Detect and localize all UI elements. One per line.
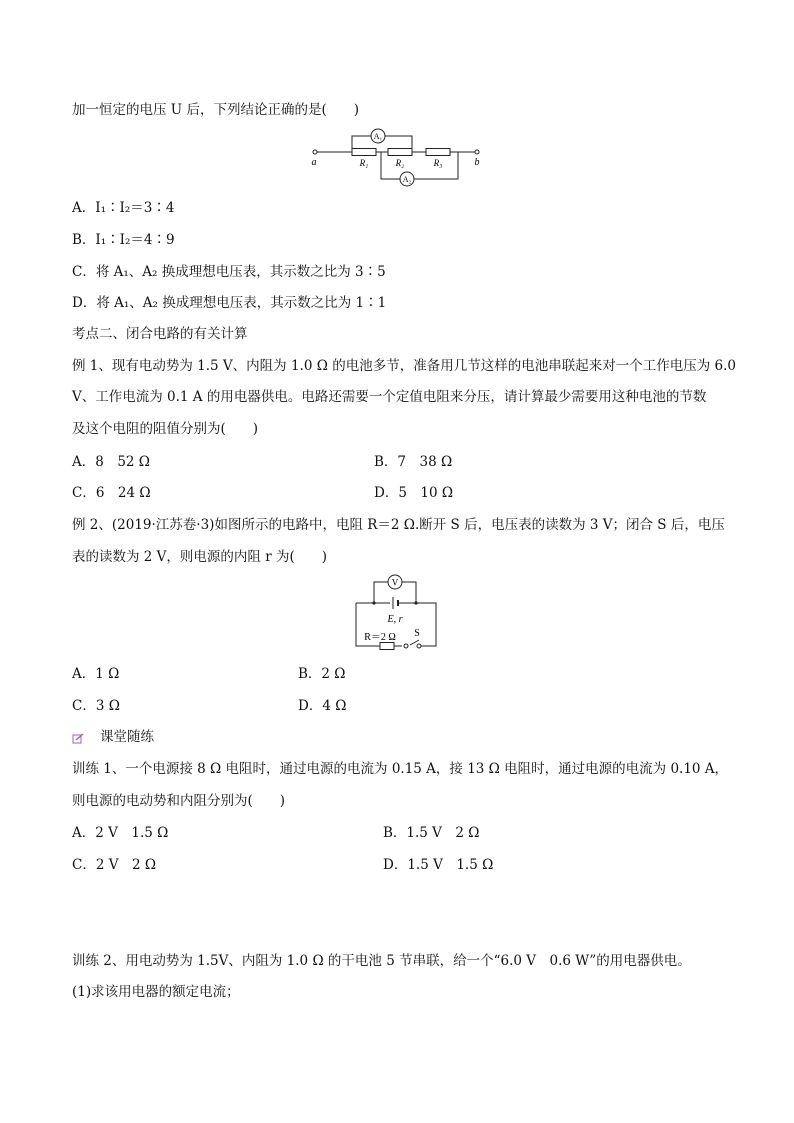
a2-label: A₂ [402, 175, 412, 184]
resistor-r2 [388, 149, 412, 156]
example1-option-c: C．6 24 Ω [72, 485, 151, 501]
checkbox-pencil-icon [72, 733, 84, 745]
option-b: B．I₁∶I₂＝4∶9 [72, 232, 175, 248]
example1-option-a: A．8 52 Ω [72, 454, 151, 470]
example1-option-b: B．7 38 Ω [374, 454, 453, 470]
training2-line1: 训练 2、用电动势为 1.5V、内阻为 1.0 Ω 的干电池 5 节串联，给一个“6.0 V 0.6 W”的用电器供电。 [72, 953, 691, 969]
terminal-a-label: a [311, 157, 317, 168]
question-intro: 加一恒定的电压 U 后，下列结论正确的是( ) [72, 102, 359, 118]
a1-label: A₁ [373, 132, 383, 141]
option-a: A．I₁∶I₂＝3∶4 [72, 200, 175, 216]
example2-line1: 例 2、(2019·江苏卷·3)如图所示的电路中，电阻 R＝2 Ω.断开 S 后，电压表的读数为 3 V；闭合 S 后，电压 [72, 517, 725, 533]
example1-line3: 及这个电阻的阻值分别为( ) [72, 421, 259, 437]
r3-label: R₃ [433, 158, 443, 168]
section-title: 考点二、闭合电路的有关计算 [72, 326, 248, 342]
example2-option-a: A．1 Ω [72, 666, 120, 682]
example2-option-c: C．3 Ω [72, 698, 120, 714]
resistor-label: R＝2 Ω [364, 632, 396, 643]
example1-line1: 例 1、现有电动势为 1.5 V、内阻为 1.0 Ω 的电池多节，准备用几节这样的电池串联起来对一个工作电压为 6.0 [72, 358, 736, 374]
r2-label: R₂ [395, 158, 405, 168]
training1-option-c: C．2 V 2 Ω [72, 857, 157, 873]
section-title-practice: 课堂随练 [100, 729, 154, 745]
option-c: C．将 A₁、A₂ 换成理想电压表，其示数之比为 3∶5 [72, 264, 386, 280]
resistor-r3 [426, 149, 450, 156]
switch-label: S [414, 628, 420, 639]
training1-line1: 训练 1、一个电源接 8 Ω 电阻时，通过电源的电流为 0.15 A，接 13 Ω 电阻时，通过电源的电流为 0.10 A， [72, 761, 729, 777]
circuit-diagram-battery-voltmeter [350, 573, 442, 651]
example2-line2: 表的读数为 2 V，则电源的内阻 r 为( ) [72, 549, 327, 565]
resistor-r1 [352, 149, 376, 156]
emf-label: E, r [387, 614, 403, 625]
example1-option-d: D．5 10 Ω [374, 485, 454, 501]
example2-option-b: B．2 Ω [298, 666, 346, 682]
training1-option-d: D．1.5 V 1.5 Ω [383, 857, 494, 873]
training1-option-b: B．1.5 V 2 Ω [383, 825, 480, 841]
terminal-b-label: b [474, 157, 480, 168]
training1-option-a: A．2 V 1.5 Ω [72, 825, 169, 841]
example2-option-d: D．4 Ω [298, 698, 347, 714]
voltmeter-label: V [391, 577, 399, 588]
training1-line2: 则电源的电动势和内阻分别为( ) [72, 793, 286, 809]
r1-label: R₁ [359, 158, 369, 168]
example1-line2: V、工作电流为 0.1 A 的用电器供电。电路还需要一个定值电阻来分压，请计算最少需要用这种电池的节数 [72, 389, 707, 405]
circuit-diagram-series-resistors [305, 124, 495, 190]
resistor-r [380, 643, 394, 650]
option-d: D．将 A₁、A₂ 换成理想电压表，其示数之比为 1∶1 [72, 295, 387, 311]
training2-line2: (1)求该用电器的额定电流； [72, 984, 240, 1000]
